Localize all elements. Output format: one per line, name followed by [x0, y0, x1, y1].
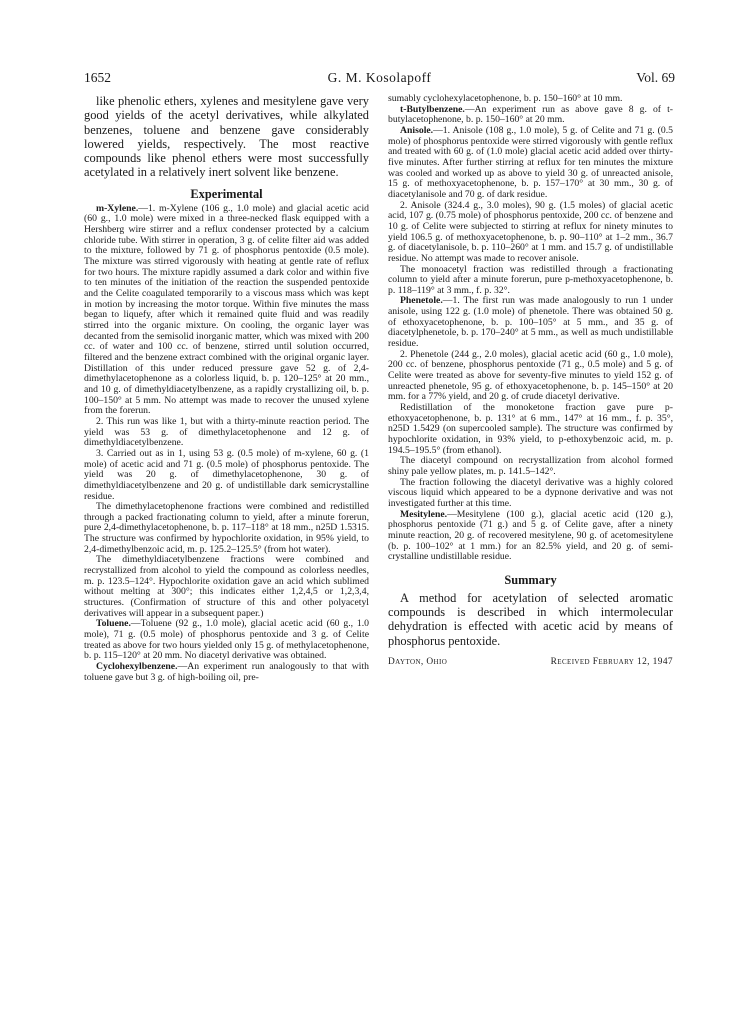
experimental-paragraph [388, 201, 673, 265]
article-footer [388, 657, 673, 669]
paragraph-text: The fraction following the diacetyl derivative was a highly colored viscous liquid which appeared to be a dypnone derivative and was not investigated further at this time. [388, 476, 673, 509]
paragraph-text: —Mesitylene (100 g.), glacial acetic acid (120 g.), phosphorus pentoxide (71 g.) and 5 g. of Celite gave, after a ninety minute reaction, 20 g. of recovered mesitylene, 90 g. of acetomesitylene (b. p. 100–102° at 1 mm.) for an 82.5% yield, and 20 g. of semi-crystalline undistillable residue. [388, 508, 673, 563]
paragraph-text: Redistillation of the monoketone fraction gave pure p-ethoxyacetophenone, b. p. 131° at 6 mm., 147° at 16 mm., f. p. 35°, n25D 1.5429 (on supercooled sample). The structure was confirmed by hypochlorite oxidation, in 93% yield, to p-ethoxybenzoic acid, m. p. 194.5–195.5° (from ethanol). [388, 402, 673, 456]
intro-paragraph: like phenolic ethers, xylenes and mesitylene gave very good yields of the acetyl derivatives, while alkylated benzenes, toluene and benzene gave considerably lowered yields, respectively. The most reactive compounds like phenol ethers were most successfully acetylated in a relatively inert solvent like benzene. [84, 94, 369, 180]
page-number: 1652 [84, 70, 111, 85]
experimental-paragraph [84, 555, 369, 619]
right-column [388, 94, 673, 669]
run-in-heading: Toluene. [96, 618, 131, 630]
experimental-paragraph [388, 105, 673, 126]
paragraph-text: —1. m-Xylene (106 g., 1.0 mole) and glacial acetic acid (60 g., 1.0 mole) were mixed in a three-necked flask equipped with a Hershberg wire stirrer and a reflux condenser protected by a calcium chloride tube. With stirrer in operation, 3 g. of celite filter aid was added to the mixture, followed by 71 g. of phosphorus pentoxide (0.5 mole). The mixture was stirred vigorously with heating at gentle rate of reflux for two hours. The mixture rapidly assumed a dark color and within five to ten minutes of the initiation of the reaction the suspended pentoxide and the Celite coagulated temporarily to a viscous mass which was kept in motion by increasing the motor torque. Within five minutes the mass began to liquefy, after which it remained quite fluid and was readily stirred into the organic mixture. On cooling, the organic layer was decanted from the semisolid inorganic matter, which was mixed with 200 cc. of water and 100 cc. of benzene, stirred until solution occurred, filtered and the benzene extract combined with the original organic layer. Distillation of this under reduced pressure gave 52 g. of 2,4-dimethylacetophenone as a colorless liquid, b. p. 120–125° at 20 mm., and 10 g. of dimethyldiacetylbenzene, as a rapidly crystallizing oil, b. p. 100–150° at 5 mm. No attempt was made to recover the unused xylene from the forerun. [84, 202, 369, 417]
paragraph-text: 2. Phenetole (244 g., 2.0 moles), glacial acetic acid (60 g., 1.0 mole), 200 cc. of benzene, phosphorus pentoxide (71 g., 0.5 mole) and 5 g. of Celite were treated as above for seventy-five minutes to yield 152 g. of unreacted phenetole, 95 g. of ethoxyacetophenone, b. p. 145–150° at 20 mm. for a 77% yield, and 20 g. of crude diacetyl derivative. [388, 348, 673, 403]
running-author: G. M. Kosolapoff [327, 70, 432, 85]
paragraph-text: —An experiment run as above gave 8 g. of t-butylacetophenone, b. p. 150–160° at 20 mm. [388, 103, 673, 126]
experimental-body-left [84, 204, 369, 684]
experimental-heading: Experimental [190, 186, 263, 201]
summary-paragraph: A method for acetylation of selected aromatic compounds is described in which intermolecular dehydration is effected with acetic acid by means of phosphorus pentoxide. [388, 590, 673, 648]
paragraph-text: 2. Anisole (324.4 g., 3.0 moles), 90 g. (1.5 moles) of glacial acetic acid, 107 g. (0.75 mole) of phosphorus pentoxide, 200 cc. of benzene and 10 g. of Celite were subjected to stirring at reflux for ninety minutes to yield 106.5 g. of methoxyacetophenone, b. p. 90–110° at 1–2 mm., 36.7 g. of diacetylanisole, b. p. 110–260° at 1 mm. and 15.7 g. of undistillable residue. No attempt was made to recover anisole. [388, 199, 673, 264]
running-header [84, 70, 675, 88]
summary-heading: Summary [504, 572, 557, 587]
experimental-paragraph [388, 456, 673, 477]
experimental-paragraph [388, 350, 673, 403]
paragraph-text: sumably cyclohexylacetophenone, b. p. 150–160° at 10 mm. [388, 93, 623, 104]
experimental-paragraph [84, 619, 369, 662]
left-column [84, 94, 369, 683]
run-in-heading: Mesitylene. [400, 508, 448, 520]
run-in-heading: m-Xylene. [96, 202, 139, 214]
run-in-heading: t-Butylbenzene. [400, 103, 465, 115]
run-in-heading: Phenetole. [400, 295, 443, 307]
paragraph-text: The dimethylacetophenone fractions were combined and redistilled through a packed fractionating column to yield, after a minute forerun, pure 2,4-dimethylacetophenone, b. p. 117–118° at 18 mm., n25D 1.5315. The structure was confirmed by hypochlorite oxidation, in 95% yield, to 2,4-dimethylbenzoic acid, m. p. 125.2–125.5° (from hot water). [84, 501, 369, 555]
experimental-paragraph [388, 510, 673, 563]
experimental-paragraph [388, 296, 673, 349]
experimental-paragraph [388, 478, 673, 510]
experimental-paragraph [388, 265, 673, 297]
author-location: Dayton, Ohio [388, 657, 448, 668]
paragraph-text: 2. This run was like 1, but with a thirty-minute reaction period. The yield was 53 g. of dimethylacetophenone and 12 g. of dimethyldiacetylbenzene. [84, 415, 369, 449]
paragraph-text: —1. Anisole (108 g., 1.0 mole), 5 g. of Celite and 71 g. (0.5 mole) of phosphorus pentoxide were stirred vigorously with gentle reflux and treated with 60 g. of (1.0 mole) glacial acetic acid added over thirty-five minutes. After further stirring at reflux for ten minutes the mixture was cooled and worked up as above to yield 30 g. of unreacted anisole, 15 g. of methoxyacetophenone, b. p. 157–170° at 30 mm., 30 g. of diacetylanisole and 70 g. of dark residue. [388, 124, 673, 200]
paragraph-text: —An experiment run analogously to that with toluene gave but 3 g. of high-boiling oil, pre- [84, 661, 369, 683]
experimental-paragraph [84, 449, 369, 502]
experimental-paragraph [84, 662, 369, 683]
experimental-paragraph [84, 502, 369, 555]
paragraph-text: —1. The first run was made analogously to run 1 under anisole, using 122 g. (1.0 mole) of phenetole. There was obtained 50 g. of ethoxyacetophenone, b. p. 100–105° at 5 mm., and 35 g. of diacetylphenetole, b. p. 170–240° at 5 mm., as well as much undistillable residue. [388, 295, 673, 350]
received-date: Received February 12, 1947 [550, 657, 673, 668]
experimental-paragraph [84, 204, 369, 417]
experimental-body-right [388, 94, 673, 563]
volume-label: Vol. 69 [636, 70, 675, 85]
paragraph-text: —Toluene (92 g., 1.0 mole), glacial acetic acid (60 g., 1.0 mole), 71 g. (0.5 mole) of phosphorus pentoxide and 3 g. of Celite treated as above for two hours yielded only 15 g. of methylacetophenone, b. p. 115–120° at 20 mm. No diacetyl derivative was obtained. [84, 618, 369, 662]
paragraph-text: The monoacetyl fraction was redistilled through a fractionating column to yield after a minute forerun, pure p-methoxyacetophenone, b. p. 118–119° at 3 mm., f. p. 32°. [388, 263, 673, 296]
paragraph-text: 3. Carried out as in 1, using 53 g. (0.5 mole) of m-xylene, 60 g. (1 mole) of acetic acid and 71 g. (0.5 mole) of phosphorus pentoxide. The yield was 20 g. of dimethylacetophenone, 30 g. of dimethyldiacetylbenzene and 20 g. of undistillable dark semicrystalline residue. [84, 447, 369, 502]
experimental-paragraph [388, 403, 673, 456]
experimental-paragraph [84, 417, 369, 449]
paragraph-text: The diacetyl compound on recrystallization from alcohol formed shiny pale yellow plates, m. p. 141.5–142°. [388, 455, 673, 477]
experimental-paragraph [388, 126, 673, 201]
paragraph-text: The dimethyldiacetylbenzene fractions were combined and recrystallized from alcohol to yield the compound as colorless needles, m. p. 123.5–124°. Hypochlorite oxidation gave an acid which sublimed without melting at 300°; this indicates either 1,2,4,5 or 1,2,3,4, structures. (Confirmation of structure of this and other polyacetyl derivatives will appear in a subsequent paper.) [84, 554, 369, 619]
run-in-heading: Cyclohexylbenzene. [96, 661, 178, 672]
run-in-heading: Anisole. [400, 124, 434, 136]
